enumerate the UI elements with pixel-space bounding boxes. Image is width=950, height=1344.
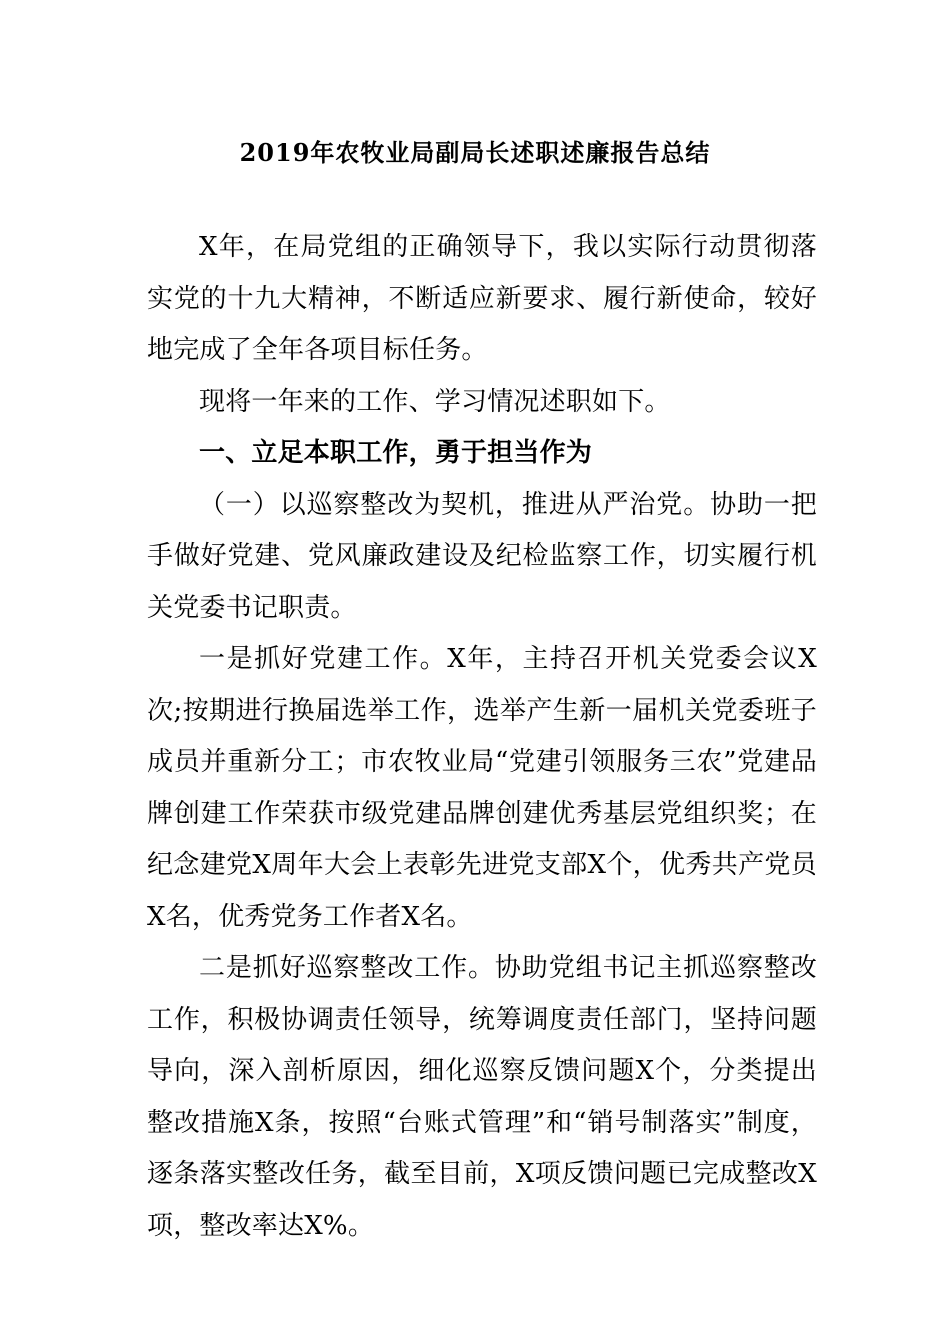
report-statement-paragraph: 现将一年来的工作、学习情况述职如下。 [199, 386, 671, 417]
document-body [147, 222, 817, 1252]
subsection-paragraph-1: （一）以巡察整改为契机，推进从严治党。协助一把手做好党建、党风廉政建设及纪检监察工作，切实履行机关党委书记职责。 [147, 489, 817, 623]
inspection-rectification-paragraph: 二是抓好巡察整改工作。协助党组书记主抓巡察整改工作，积极协调责任领导，统筹调度责任部门，坚持问题导向，深入剖析原因，细化巡察反馈问题X个，分类提出整改措施X条，按照“台账式管理”和“销号制落实”制度，逐条落实整改任务，截至目前，X项反馈问题已完成整改X项，整改率达X%。 [147, 953, 817, 1241]
intro-paragraph: X年，在局党组的正确领导下，我以实际行动贯彻落实党的十九大精神，不断适应新要求、履行新使命，较好地完成了全年各项目标任务。 [147, 232, 817, 365]
section-heading-1: 一、立足本职工作，勇于担当作为 [199, 438, 593, 468]
party-building-paragraph: 一是抓好党建工作。X年，主持召开机关党委会议X次;按期进行换届选举工作，选举产生新一届机关党委班子成员并重新分工；市农牧业局“党建引领服务三农”党建品牌创建工作荣获市级党建品牌创建优秀基层党组织奖；在纪念建党X周年大会上表彰先进党支部X个，优秀共产党员X名，优秀党务工作者X名。 [147, 644, 817, 932]
document-title: 2019年农牧业局副局长述职述廉报告总结 [239, 138, 711, 167]
